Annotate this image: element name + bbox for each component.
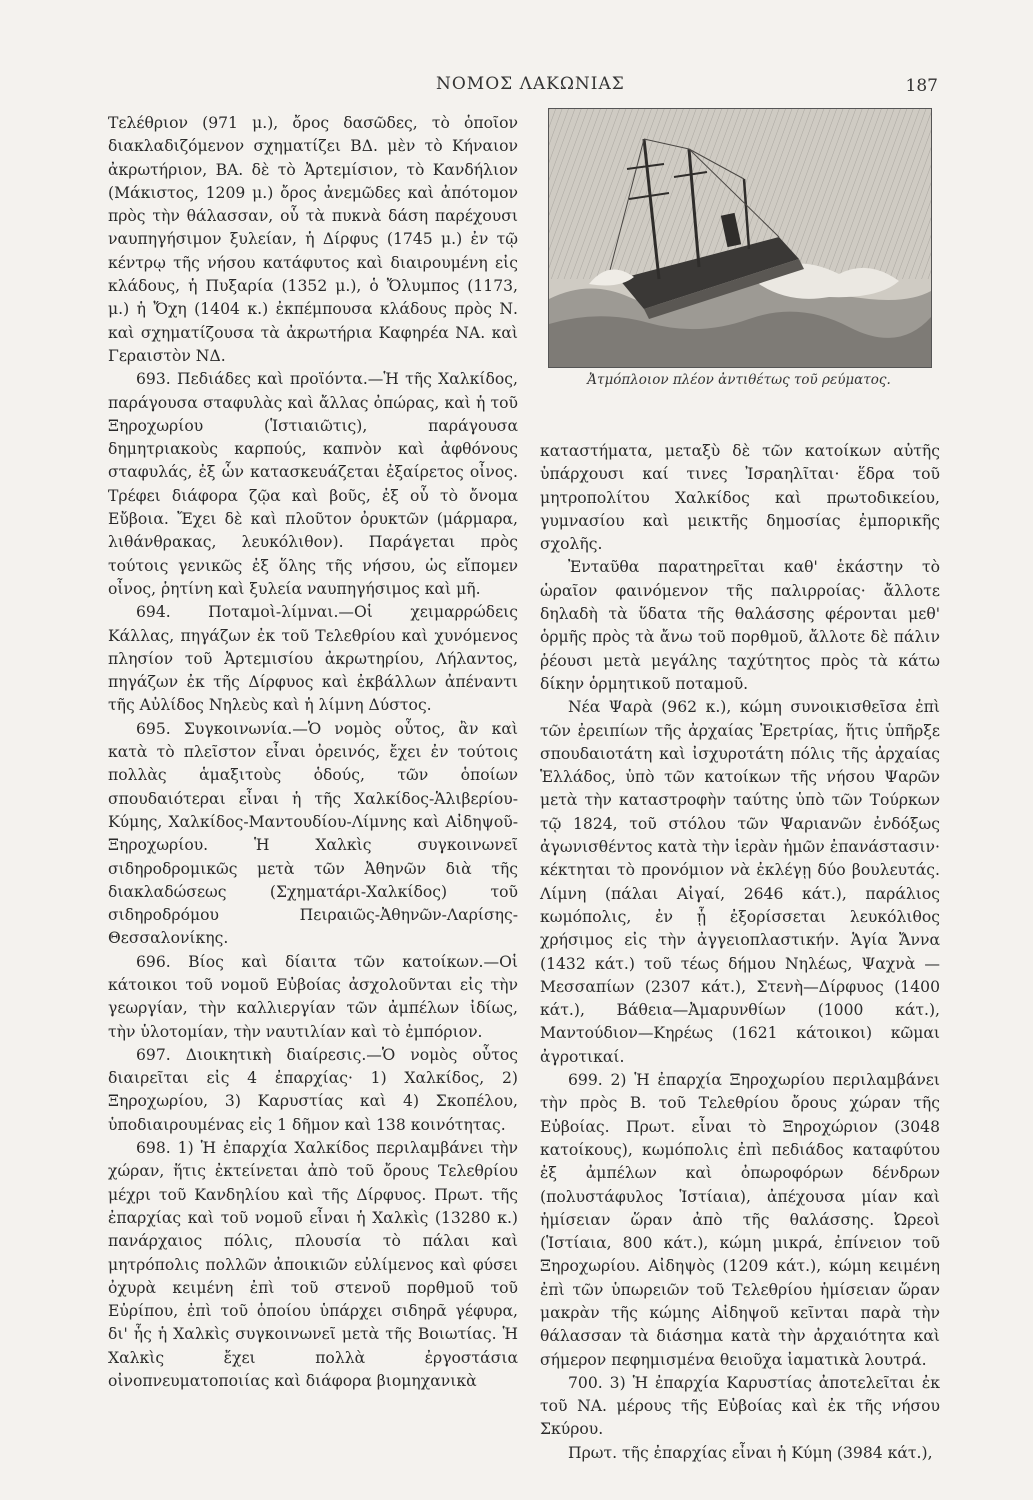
steamship-illustration bbox=[548, 108, 932, 368]
paragraph: 697. Διοικητικὴ διαίρεσις.—Ὁ νομὸς οὗτος διαιρεῖται εἰς 4 ἐπαρχίας· 1) Χαλκίδος, 2) Ξηροχωρίου, 3) Καρυστίας καὶ 4) Σκοπέλου, ὑποδιαιρουμένας εἰς 1 δῆμον καὶ 138 κοινότητας. bbox=[108, 1045, 518, 1134]
paragraph: 699. 2) Ἡ ἐπαρχία Ξηροχωρίου περιλαμβάνει τὴν πρὸς Β. τοῦ Τελεθρίου ὄρους χώραν τῆς Εὐβοίας. Πρωτ. εἶναι τὸ Ξηροχώριον (3048 κατοίκους), κωμόπολις ἐπὶ πεδιάδος καταφύτου ἐξ ἀμπέλων καὶ ὀπωροφόρων δένδρων (πολυστάφυλος Ἱστίαια), ἀπέχουσα μίαν καὶ ἡμίσειαν ὥραν ἀπὸ τῆς θαλάσσης. Ὠρεοὶ (Ἱστίαια, 800 κάτ.), κώμη μικρά, ἐπίνειον τοῦ Ξηροχωρίου. Αἰδηψὸς (1209 κάτ.), κώμη κειμένη ἐπὶ τῶν ὑπωρειῶν τοῦ Τελεθρίου ἡμίσειαν ὥραν μακρὰν τῆς κώμης Αἰδηψοῦ κεῖνται παρὰ τὴν θάλασσαν τὰ διάσημα κατὰ τὴν ἀρχαιότητα καὶ σήμερον πεφημισμένα θειοῦχα ἰαματικὰ λουτρά. bbox=[540, 1071, 940, 1369]
paragraph: 696. Βίος καὶ δίαιτα τῶν κατοίκων.—Οἱ κάτοικοι τοῦ νομοῦ Εὐβοίας ἀσχολοῦνται εἰς τὴν γεωργίαν, τὴν καλλιεργίαν τῶν ἀμπέλων ἰδίως, τὴν ὑλοτομίαν, τὴν ναυτιλίαν καὶ τὸ ἐμπόριον. bbox=[108, 952, 518, 1041]
paragraph: 698. 1) Ἡ ἐπαρχία Χαλκίδος περιλαμβάνει τὴν χώραν, ἥτις ἐκτείνεται ἀπὸ τοῦ ὄρους Τελεθρίου μέχρι τοῦ Κανδηλίου καὶ τῆς Δίρφυος. Πρωτ. τῆς ἐπαρχίας καὶ τοῦ νομοῦ εἶναι ἡ Χαλκὶς (13280 κ.) πανάρχαιος πόλις, πλουσία τὸ πάλαι καὶ μητρόπολις πολλῶν ἀποικιῶν εὐλίμενος καὶ φύσει ὀχυρὰ κειμένη ἐπὶ τοῦ στενοῦ πορθμοῦ τοῦ Εὐρίπου, ἐπὶ τοῦ ὁποίου ὑπάρχει σιδηρᾶ γέφυρα, δι' ἧς ἡ Χαλκὶς συγκοινωνεῖ μετὰ τῆς Βοιωτίας. Ἡ Χαλκὶς ἔχει πολλὰ ἐργοστάσια οἰνοπνευματοποιίας καὶ διάφορα βιομηχανικὰ bbox=[108, 1139, 518, 1391]
paragraph: Πρωτ. τῆς ἐπαρχίας εἶναι ἡ Κύμη (3984 κάτ.), bbox=[568, 1443, 933, 1462]
figure-caption: Ἀτμόπλοιον πλέον ἀντιθέτως τοῦ ρεύματος. bbox=[587, 372, 891, 388]
steamship-image bbox=[549, 109, 931, 367]
paragraph: 693. Πεδιάδες καὶ προϊόντα.—Ἡ τῆς Χαλκίδος, παράγουσα σταφυλὰς καὶ ἄλλας ὀπώρας, καὶ ἡ τοῦ Ξηροχωρίου (Ἱστιαιῶτις), παράγουσα δημητριακοὺς καρπούς, καπνὸν καὶ ἀφθόνους σταφυλάς, ἐξ ὧν κατασκευάζεται ἐξαίρετος οἶνος. Τρέφει διάφορα ζῷα καὶ βοῦς, ἐξ οὗ τὸ ὄνομα Εὔβοια. Ἔχει δὲ καὶ πλοῦτον ὀρυκτῶν (μάρμαρα, λιθάνθρακας, λευκόλιθον). Παράγεται πρὸς τούτοις γενικῶς ἐξ ὅλης τῆς νήσου, ὡς εἴπομεν οἶνος, ῥητίνη καὶ ξυλεία ναυπηγήσιμος καὶ μῆ. bbox=[108, 370, 518, 598]
paragraph: 700. 3) Ἡ ἐπαρχία Καρυστίας ἀποτελεῖται ἐκ τοῦ ΝΑ. μέρους τῆς Εὐβοίας καὶ ἐκ τῆς νήσου Σκύρου. bbox=[540, 1373, 940, 1439]
left-column bbox=[108, 112, 518, 1393]
paragraph: καταστήματα, μεταξὺ δὲ τῶν κατοίκων αὐτῆς ὑπάρχουσι καί τινες Ἰσραηλῖται· ἕδρα τοῦ μητροπολίτου Χαλκίδος καὶ πρωτοδικείου, γυμνασίου καὶ μεικτῆς δημοσίας ἐμπορικῆς σχολῆς. bbox=[540, 442, 940, 554]
paragraph: Ἐνταῦθα παρατηρεῖται καθ' ἑκάστην τὸ ὡραῖον φαινόμενον τῆς παλιρροίας· ἄλλοτε δηλαδὴ τὰ ὕδατα τῆς θαλάσσης φέρονται μεθ' ὁρμῆς πρὸς τὰ ἄνω τοῦ πορθμοῦ, ἄλλοτε δὲ πάλιν ῥέουσι μετὰ μεγάλης ταχύτητος πρὸς τὰ κάτω δίκην ὁρμητικοῦ ποταμοῦ. bbox=[540, 558, 940, 693]
running-header bbox=[90, 72, 950, 102]
paragraph: 694. Ποταμοὶ-λίμναι.—Οἱ χειμαρρώδεις Κάλλας, πηγάζων ἐκ τοῦ Τελεθρίου καὶ χυνόμενος πλησίον τοῦ Ἀρτεμισίου ἀκρωτηρίου, Λήλαντος, πηγάζων ἐκ τῆς Δίρφυος καὶ ἐκβάλλων ἀπέναντι τῆς Αὐλίδος Νηλεὺς καὶ ἡ λίμνη Δύστος. bbox=[108, 603, 518, 715]
paragraph: Τελέθριον (971 μ.), ὄρος δασῶδες, τὸ ὁποῖον διακλαδιζόμενον σχηματίζει ΒΔ. μὲν τὸ Κήναιον ἀκρωτήριον, ΒΑ. δὲ τὸ Ἀρτεμίσιον, τὸ Κανδήλιον (Μάκιστος, 1209 μ.) ὄρος ἀνεμῶδες καὶ ἀπότομον πρὸς τὴν θάλασσαν, οὗ τὰ πυκνὰ δάση παρέχουσι ναυπηγήσιμον ξυλείαν, ἡ Δίρφυς (1745 μ.) ἐν τῷ κέντρῳ τῆς νήσου κατάφυτος καὶ διαιρουμένη εἰς κλάδους, ἡ Πυξαρία (1352 μ.), ὁ Ὄλυμπος (1173, μ.) ἡ Ὄχη (1404 κ.) ἐκπέμπουσα κλάδους πρὸς Ν. καὶ σχηματίζουσα τὰ ἀκρωτήρια Καφηρέα ΝΑ. καὶ Γεραιστὸν ΝΔ. bbox=[108, 114, 518, 365]
right-column bbox=[540, 440, 940, 1465]
paragraph: 695. Συγκοινωνία.—Ὁ νομὸς οὗτος, ἂν καὶ κατὰ τὸ πλεῖστον εἶναι ὀρεινός, ἔχει ἐν τούτοις πολλὰς ἁμαξιτοὺς ὁδούς, τῶν ὁποίων σπουδαιότεραι εἶναι ἡ τῆς Χαλκίδος-Ἁλιβερίου-Κύμης, Χαλκίδος-Μαντουδίου-Λίμνης καὶ Αἰδηψοῦ-Ξηροχωρίου. Ἡ Χαλκὶς συγκοινωνεῖ σιδηροδρομικῶς μετὰ τῶν Ἀθηνῶν διὰ τῆς διακλαδώσεως (Σχηματάρι-Χαλκίδος) τοῦ σιδηροδρόμου Πειραιῶς-Ἀθηνῶν-Λαρίσης-Θεσσαλονίκης. bbox=[108, 719, 518, 948]
paragraph: Νέα Ψαρὰ (962 κ.), κώμη συνοικισθεῖσα ἐπὶ τῶν ἐρειπίων τῆς ἀρχαίας Ἐρετρίας, ἥτις ὑπῆρξε σπουδαιοτάτη καὶ ἰσχυροτάτη πόλις τῆς ἀρχαίας Ἑλλάδος, ὑπὸ τῶν κατοίκων τῆς νήσου Ψαρῶν μετὰ τὴν καταστροφὴν ταύτης ὑπὸ τῶν Τούρκων τῷ 1824, τοῦ στόλου τῶν Ψαριανῶν ἐνδόξως ἀγωνισθέντος κατὰ τὴν ἱερὰν ἡμῶν ἐπανάστασιν· κέκτηται τὸ προνόμιον νὰ ἐκλέγῃ δύο βουλευτάς. Λίμνη (πάλαι Αἰγαί, 2646 κάτ.), παράλιος κωμόπολις, ἐν ᾗ ἐξορίσσεται λευκόλιθος χρήσιμος εἰς τὴν ἀγγειοπλαστικήν. Ἁγία Ἄννα (1432 κάτ.) τοῦ τέως δήμου Νηλέως, Ψαχνὰ — Μεσσαπίων (2307 κάτ.), Στενὴ—Δίρφυος (1400 κάτ.), Βάθεια—Ἀμαρυνθίων (1000 κάτ.), Μαντούδιον—Κηρέως (1621 κάτοικοι) κῶμαι ἀγροτικαί. bbox=[540, 698, 940, 1066]
page-title: ΝΟΜΟΣ ΛΑΚΩΝΙΑΣ bbox=[436, 74, 625, 94]
page-number: 187 bbox=[905, 76, 938, 96]
